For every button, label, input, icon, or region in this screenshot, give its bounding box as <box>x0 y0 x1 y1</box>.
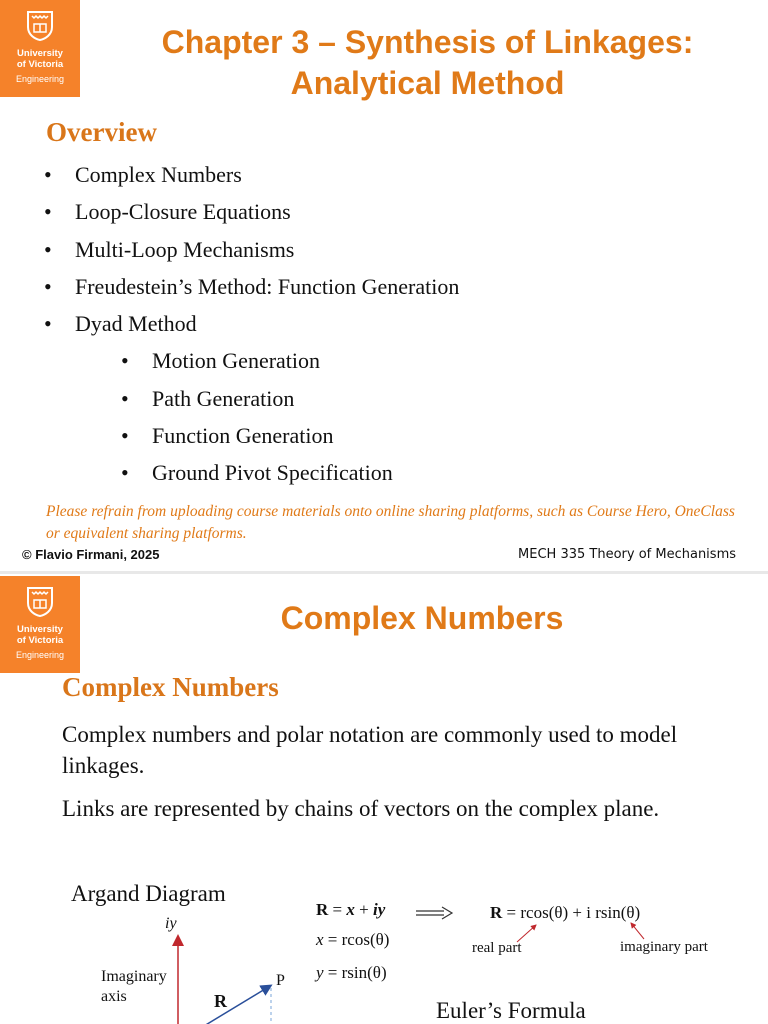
real-part-label: real part <box>472 940 522 956</box>
imag-axis-label-line2: axis <box>101 988 127 1005</box>
course-name: MECH 335 Theory of Mechanisms <box>518 547 736 562</box>
eq4-rest: = rcos(θ) + i rsin(θ) <box>502 903 641 922</box>
slide-complex-numbers <box>0 574 768 1024</box>
equation-polar <box>490 903 640 923</box>
eq3-rhs: = rsin(θ) <box>323 963 387 982</box>
list-item: • Multi-Loop Mechanisms <box>44 231 459 268</box>
list-item: • Dyad Method <box>44 305 459 342</box>
logo-name-line2: of Victoria <box>16 59 64 70</box>
title-line1: Chapter 3 – Synthesis of Linkages: <box>161 24 694 60</box>
sub-list-item: • Motion Generation <box>121 342 459 379</box>
logo-name-line1: University <box>17 48 63 59</box>
imag-part-pointer <box>631 923 644 939</box>
university-name <box>0 48 80 70</box>
eq2-rhs: = rcos(θ) <box>323 930 390 949</box>
slide-title <box>120 22 735 104</box>
eq1-r: R <box>316 900 329 919</box>
list-item: • Freudestein’s Method: Function Generation <box>44 268 459 305</box>
implies-arrow-icon <box>416 907 452 919</box>
eq2-x: x <box>316 930 324 949</box>
uvic-logo <box>0 0 80 97</box>
slide-title: Complex Numbers <box>280 600 564 636</box>
p-label: P <box>276 972 285 989</box>
paragraph-vectors: Links are represented by chains of vectors on the complex plane. <box>62 796 660 821</box>
equation-y <box>316 963 387 983</box>
equation-x <box>316 930 389 950</box>
eq4-r: R <box>490 903 503 922</box>
list-item: • Loop-Closure Equations <box>44 193 459 230</box>
title-line2: Analytical Method <box>290 65 565 101</box>
imaginary-axis-label <box>101 967 167 1007</box>
r-label: R <box>214 991 227 1011</box>
eq1-plus: + <box>354 900 373 919</box>
iy-label: iy <box>165 915 177 932</box>
eq1-x: x <box>346 900 355 919</box>
argand-diagram <box>0 574 768 1024</box>
logo-name-line2: of Victoria <box>16 635 64 646</box>
sub-list-item: • Ground Pivot Specification <box>121 454 459 491</box>
crest-icon <box>27 11 53 41</box>
imaginary-part-label: imaginary part <box>620 939 708 955</box>
overview-heading: Overview <box>46 117 157 147</box>
sharing-notice: Please refrain from uploading course materials onto online sharing platforms, such as Course Hero, OneClass or equivalent sharing platforms. <box>46 503 735 542</box>
overview-list <box>44 156 459 492</box>
section-heading: Complex Numbers <box>62 672 279 702</box>
paragraph-intro: Complex numbers and polar notation are commonly used to model linkages. <box>62 722 678 778</box>
logo-dept: Engineering <box>15 650 65 660</box>
eq1-iy: iy <box>372 900 386 919</box>
argand-title: Argand Diagram <box>71 881 226 906</box>
sub-list-item: • Path Generation <box>121 380 459 417</box>
sub-list-item: • Function Generation <box>121 417 459 454</box>
imag-axis-label-line1: Imaginary <box>101 968 167 985</box>
eq3-y: y <box>316 963 324 982</box>
eq1-equals: = <box>328 900 347 919</box>
logo-name-line1: University <box>17 624 63 635</box>
list-item: • Complex Numbers <box>44 156 459 193</box>
equation-r-xy <box>316 900 385 920</box>
copyright: © Flavio Firmani, 2025 <box>22 547 160 562</box>
euler-formula-heading: Euler’s Formula <box>436 998 586 1023</box>
logo-dept: Engineering <box>15 74 65 84</box>
